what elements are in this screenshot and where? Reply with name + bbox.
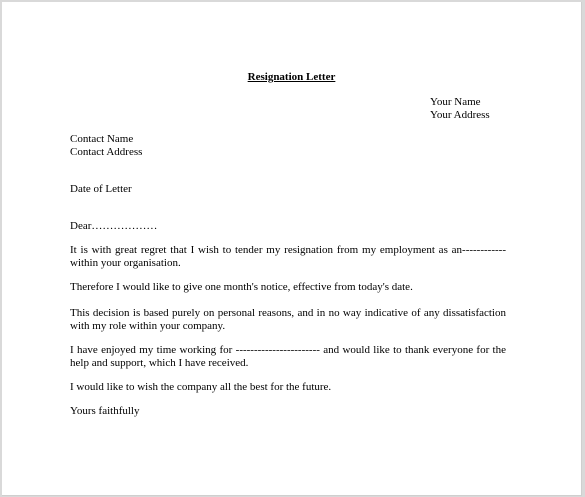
paragraph-resignation: It is with great regret that I wish to tender my resignation from my employment as an------------ within your organisation.	[70, 244, 506, 269]
salutation: Dear………………	[70, 220, 158, 232]
letter-date: Date of Letter	[70, 183, 132, 195]
paragraph-reason: This decision is based purely on personal reasons, and in no way indicative of any dissatisfaction with my role within your company.	[70, 307, 506, 332]
letter-page	[2, 2, 582, 496]
closing: Yours faithfully	[70, 405, 140, 417]
sender-name: Your Name	[430, 96, 481, 108]
sender-address: Your Address	[430, 109, 490, 121]
recipient-name: Contact Name	[70, 133, 134, 145]
paragraph-wishes: I would like to wish the company all the best for the future.	[70, 381, 332, 393]
recipient-address: Contact Address	[70, 146, 143, 158]
paragraph-thanks: I have enjoyed my time working for ----------------------- and would like to thank everyone for the help and support, which I have received.	[70, 344, 506, 369]
paragraph-notice: Therefore I would like to give one month's notice, effective from today's date.	[70, 281, 413, 293]
letter-title: Resignation Letter	[247, 71, 336, 83]
